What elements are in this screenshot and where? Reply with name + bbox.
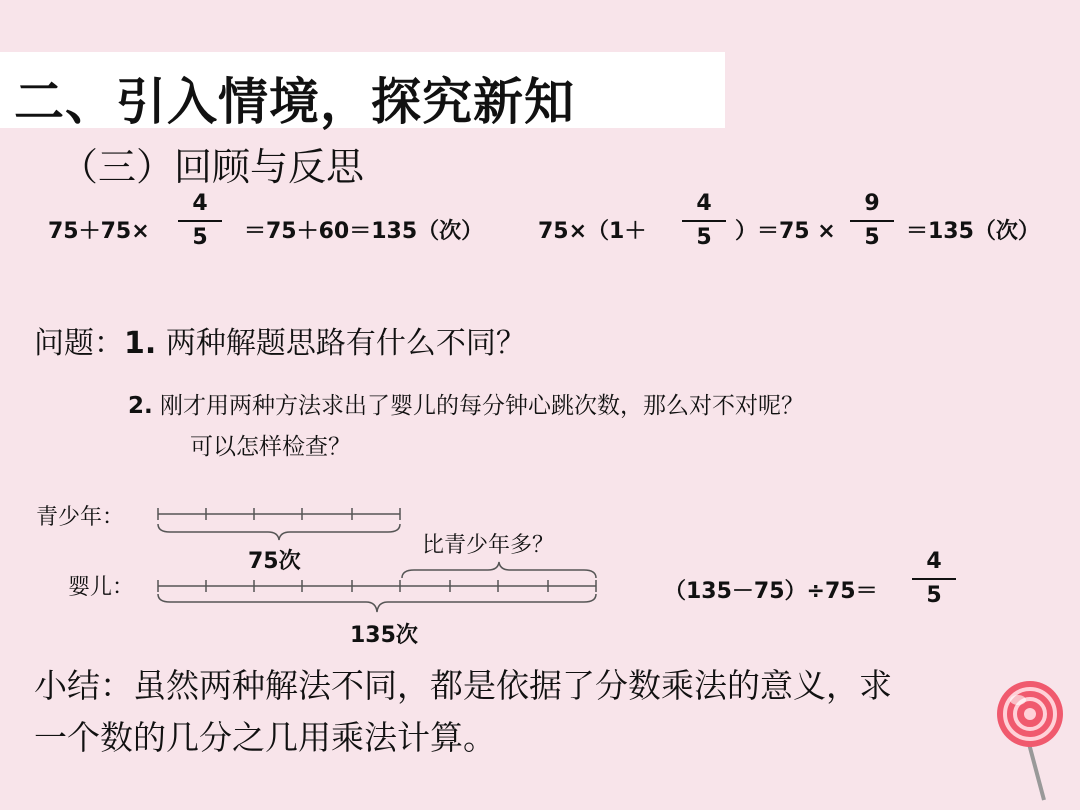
fraction-denominator: 5 — [696, 225, 712, 250]
question-2-continued: 可以怎样检查？ — [190, 434, 351, 460]
subsection-title: （三）回顾与反思 — [60, 145, 365, 189]
question-2-number: 2. — [128, 393, 153, 419]
section-title: 二、引入情境，探究新知 — [14, 73, 575, 131]
question-1-text: 两种解题思路有什么不同？ — [156, 326, 526, 361]
equation-2-right: ＝135（次） — [906, 219, 1040, 244]
equation-2-left: 75×（1＋ — [538, 219, 647, 244]
equation-1-right: ＝75＋60＝135（次） — [244, 219, 484, 244]
baby-brace — [158, 594, 596, 612]
check-formula: （135－75）÷75＝ — [664, 579, 878, 604]
fraction-numerator: 4 — [926, 549, 942, 574]
more-than-teen-label: 比青少年多？ — [422, 533, 555, 558]
fraction-denominator: 5 — [864, 225, 880, 250]
equation-2-middle: ）＝75 × — [735, 219, 836, 244]
fraction-denominator: 5 — [192, 225, 208, 250]
baby-count-label: 135次 — [350, 623, 418, 648]
baby-label: 婴儿： — [68, 575, 135, 600]
summary-line-1: 小结：虽然两种解法不同，都是依据了分数乘法的意义，求 — [34, 666, 892, 705]
fraction-numerator: 9 — [864, 191, 880, 216]
question-1-number: 1. — [124, 326, 157, 361]
question-2-text: 刚才用两种方法求出了婴儿的每分钟心跳次数，那么对不对呢？ — [152, 393, 805, 419]
teen-count-label: 75次 — [248, 549, 301, 574]
fraction-bar — [912, 578, 956, 580]
teen-brace — [158, 524, 400, 540]
lollipop-icon — [997, 681, 1063, 800]
question-prefix: 问题： — [34, 326, 124, 361]
fraction-denominator: 5 — [926, 583, 942, 608]
teen-label: 青少年： — [36, 505, 125, 530]
summary-line-2: 一个数的几分之几用乘法计算。 — [34, 718, 496, 757]
fraction-numerator: 4 — [696, 191, 712, 216]
equation-1-left: 75＋75× — [48, 219, 150, 244]
fraction-numerator: 4 — [192, 191, 208, 216]
more-brace — [402, 562, 596, 578]
check-formula-fraction — [912, 548, 956, 610]
